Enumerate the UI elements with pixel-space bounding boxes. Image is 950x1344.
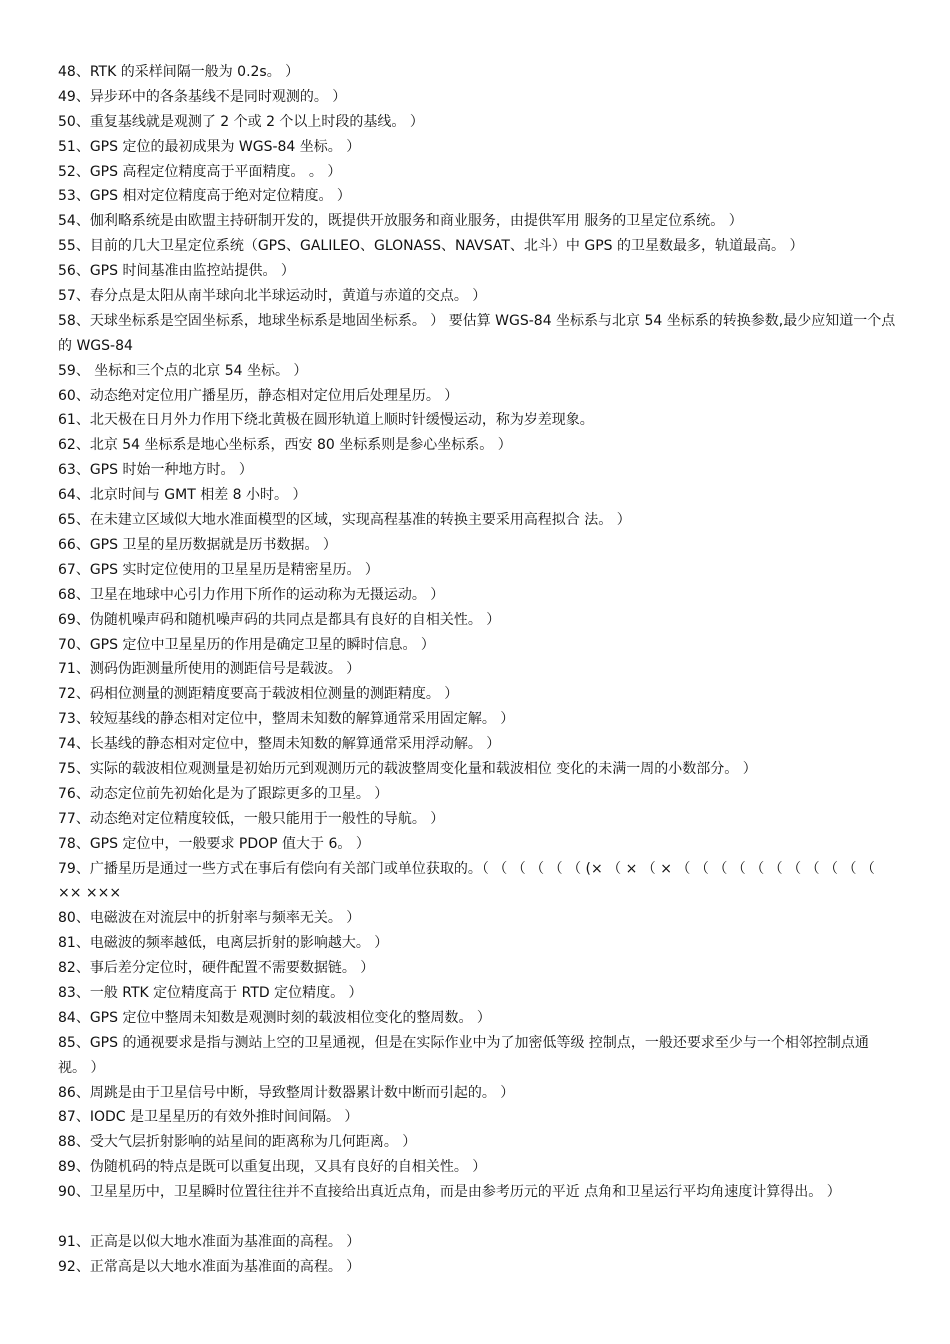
statement-68: 68、卫星在地球中心引力作用下所作的运动称为无摄运动。 ）: [58, 586, 445, 603]
statement-56: 56、GPS 时间基准由监控站提供。 ）: [58, 263, 295, 280]
statement-64: 64、北京时间与 GMT 相差 8 小时。 ）: [58, 487, 307, 504]
statement-75: 75、实际的载波相位观测量是初始历元到观测历元的载波整周变化量和载波相位 变化的未满一周的小数部分。 ）: [58, 760, 757, 777]
statement-66: 66、GPS 卫星的星历数据就是历书数据。 ）: [58, 536, 337, 553]
statement-85: 85、GPS 的通视要求是指与测站上空的卫星通视，但是在实际作业中为了加密低等级 控制点，一般还要求至少与一个相邻控制点通视。 ）: [58, 1034, 869, 1076]
statement-82: 82、事后差分定位时，硬件配置不需要数据链。 ）: [58, 960, 375, 977]
statement-78: 78、GPS 定位中，一般要求 PDOP 值大于 6。 ）: [58, 835, 370, 852]
statement-50: 50、重复基线就是观测了 2 个或 2 个以上时段的基线。 ）: [58, 113, 424, 130]
statement-59: 59、 坐标和三个点的北京 54 坐标。 ）: [58, 362, 308, 379]
statement-74: 74、长基线的静态相对定位中，整周未知数的解算通常采用浮动解。 ）: [58, 736, 501, 753]
statement-67: 67、GPS 实时定位使用的卫星星历是精密星历。 ）: [58, 561, 379, 578]
statement-60: 60、动态绝对定位用广播星历，静态相对定位用后处理星历。 ）: [58, 387, 459, 404]
statement-51: 51、GPS 定位的最初成果为 WGS-84 坐标。 ）: [58, 138, 361, 155]
statement-92: 92、正常高是以大地水准面为基准面的高程。 ）: [58, 1258, 361, 1275]
statement-63: 63、GPS 时始一种地方时。 ）: [58, 462, 253, 479]
statement-57: 57、春分点是太阳从南半球向北半球运动时，黄道与赤道的交点。 ）: [58, 288, 487, 305]
document-page: [58, 60, 896, 1280]
statement-88: 88、受大气层折射影响的站星间的距离称为几何距离。 ）: [58, 1134, 417, 1151]
statement-90: 90、卫星星历中，卫星瞬时位置往往并不直接给出真近点角，而是由参考历元的平近 点角和卫星运行平均角速度计算得出。 ）: [58, 1184, 841, 1201]
statement-77: 77、动态绝对定位精度较低，一般只能用于一般性的导航。 ）: [58, 810, 445, 827]
statement-73: 73、较短基线的静态相对定位中，整周未知数的解算通常采用固定解。 ）: [58, 711, 515, 728]
statement-86: 86、周跳是由于卫星信号中断，导致整周计数器累计数中断而引起的。 ）: [58, 1084, 515, 1101]
statement-61: 61、北天极在日月外力作用下绕北黄极在圆形轨道上顺时针缓慢运动，称为岁差现象。: [58, 412, 594, 429]
statement-70: 70、GPS 定位中卫星星历的作用是确定卫星的瞬时信息。 ）: [58, 636, 435, 653]
statement-83: 83、一般 RTK 定位精度高于 RTD 定位精度。 ）: [58, 984, 363, 1001]
statement-55: 55、目前的几大卫星定位系统（GPS、GALILEO、GLONASS、NAVSAT、北斗）中 GPS 的卫星数最多，轨道最高。 ）: [58, 238, 804, 255]
statement-49: 49、异步环中的各条基线不是同时观测的。 ）: [58, 88, 347, 105]
statement-76: 76、动态定位前先初始化是为了跟踪更多的卫星。 ）: [58, 785, 389, 802]
statement-58: 58、天球坐标系是空固坐标系，地球坐标系是地固坐标系。 ） 要估算 WGS-84 坐标系与北京 54 坐标系的转换参数,最少应知道一个点的 WGS-84: [58, 312, 896, 354]
statement-65: 65、在未建立区域似大地水准面模型的区域，实现高程基准的转换主要采用高程拟合 法。 ）: [58, 512, 631, 529]
statement-84: 84、GPS 定位中整周未知数是观测时刻的载波相位变化的整周数。 ）: [58, 1009, 491, 1026]
statement-72: 72、码相位测量的测距精度要高于载波相位测量的测距精度。 ）: [58, 686, 459, 703]
statement-87: 87、IODC 是卫星星历的有效外推时间间隔。 ）: [58, 1109, 359, 1126]
statement-54: 54、伽利略系统是由欧盟主持研制开发的，既提供开放服务和商业服务，由提供军用 服务的卫星定位系统。 ）: [58, 213, 743, 230]
statement-91: 91、正高是以似大地水准面为基准面的高程。 ）: [58, 1233, 361, 1250]
statement-52: 52、GPS 高程定位精度高于平面精度。 。 ）: [58, 163, 342, 180]
statement-69: 69、伪随机噪声码和随机噪声码的共同点是都具有良好的自相关性。 ）: [58, 611, 501, 628]
statement-81: 81、电磁波的频率越低，电离层折射的影响越大。 ）: [58, 935, 389, 952]
statement-53: 53、GPS 相对定位精度高于绝对定位精度。 ）: [58, 188, 351, 205]
statement-79: 79、广播星历是通过一些方式在事后有偿向有关部门或单位获取的。（ （ （ （ （ （ (× （ × （ × （ （ （ （ （ （ （ （ （ （ （ ×× ×××: [58, 860, 875, 902]
statement-48: 48、RTK 的采样间隔一般为 0.2s。 ）: [58, 64, 300, 80]
statement-71: 71、测码伪距测量所使用的测距信号是载波。 ）: [58, 661, 361, 678]
statement-80: 80、电磁波在对流层中的折射率与频率无关。 ）: [58, 910, 361, 927]
statement-89: 89、伪随机码的特点是既可以重复出现，又具有良好的自相关性。 ）: [58, 1159, 487, 1176]
statement-62: 62、北京 54 坐标系是地心坐标系，西安 80 坐标系则是参心坐标系。 ）: [58, 437, 512, 454]
